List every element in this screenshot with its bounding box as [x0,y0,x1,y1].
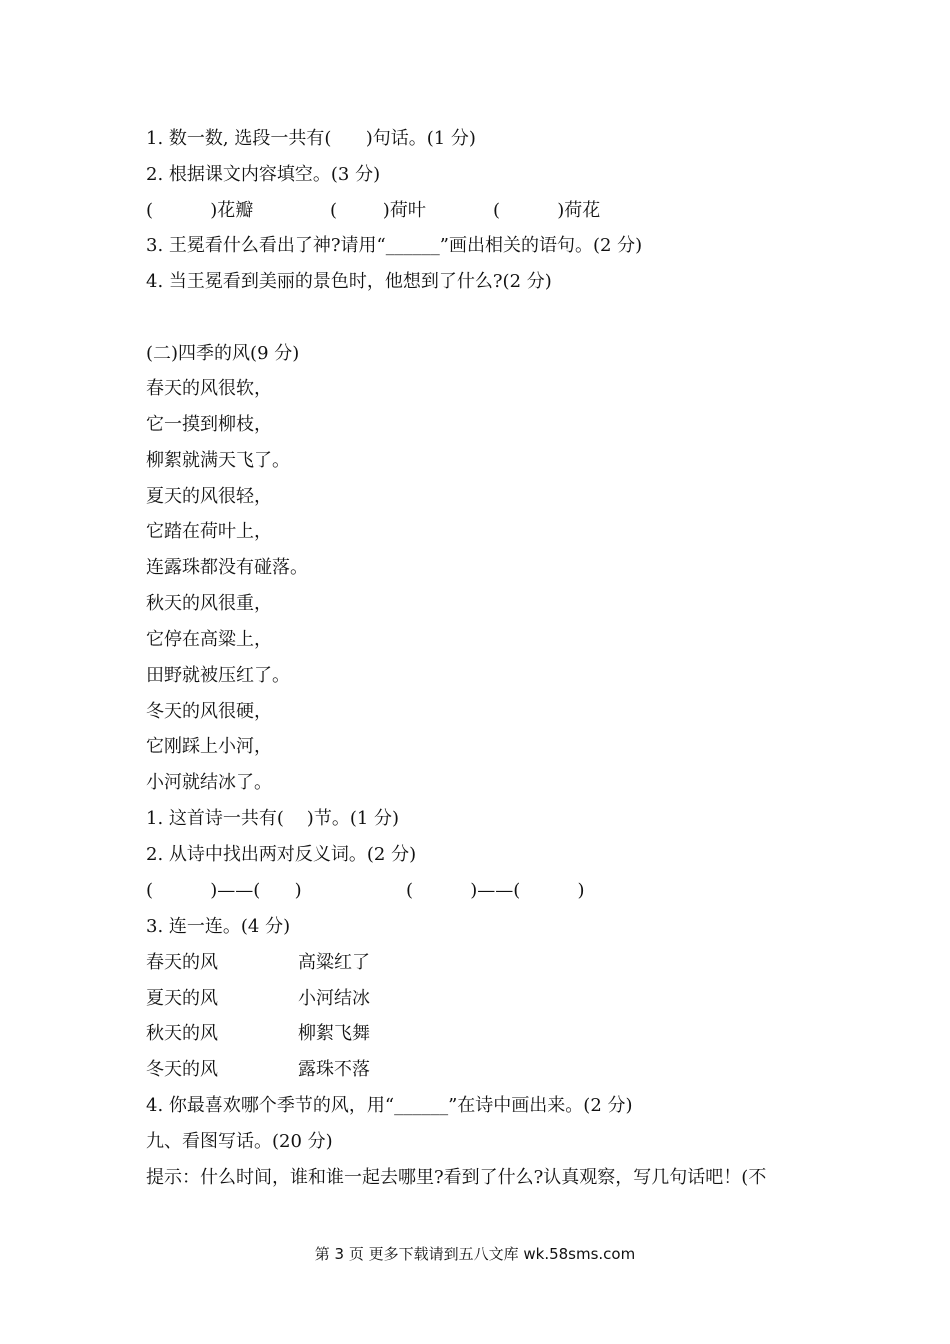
poem-line: 它刚踩上小河， [146,736,272,757]
poem-section-heading: (二)四季的风(9 分) [146,343,300,364]
question-3-underline: 3. 王冕看什么看出了神?请用“______”画出相关的语句。(2 分) [146,235,643,256]
page-footer: 第 3 页 更多下载请到五八文库 wk.58sms.com [314,1245,636,1263]
poem-question-1: 1. 这首诗一共有( )节。(1 分) [146,808,400,829]
antonym-pair-1: ( )——( ) [146,880,302,901]
blank-lotus-flower: ( )荷花 [493,200,601,221]
picture-writing-heading: 九、看图写话。(20 分) [146,1131,333,1152]
blank-lotus-leaf: ( )荷叶 [330,200,426,221]
poem-question-2: 2. 从诗中找出两对反义词。(2 分) [146,844,417,865]
question-4-thoughts: 4. 当王冕看到美丽的景色时，他想到了什么?(2 分) [146,271,552,292]
match-left-item: 夏天的风 [146,988,218,1009]
poem-line: 小河就结冰了。 [146,772,272,793]
poem-question-4: 4. 你最喜欢哪个季节的风，用“______”在诗中画出来。(2 分) [146,1095,633,1116]
blank-petals: ( )花瓣 [146,200,254,221]
poem-line: 冬天的风很硬， [146,701,272,722]
question-1-sentence-count: 1. 数一数, 选段一共有( )句话。(1 分) [146,128,476,149]
poem-line: 它停在高粱上， [146,629,272,650]
match-right-item: 高粱红了 [298,952,370,973]
match-left-item: 冬天的风 [146,1059,218,1080]
poem-line: 秋天的风很重， [146,593,272,614]
poem-line: 田野就被压红了。 [146,665,290,686]
question-2-fill-blanks: 2. 根据课文内容填空。(3 分) [146,164,381,185]
match-right-item: 柳絮飞舞 [298,1023,370,1044]
picture-writing-hint: 提示：什么时间，谁和谁一起去哪里?看到了什么?认真观察，写几句话吧！(不 [146,1167,767,1188]
poem-line: 连露珠都没有碰落。 [146,557,308,578]
poem-question-3-matching: 3. 连一连。(4 分) [146,916,291,937]
match-left-item: 春天的风 [146,952,218,973]
poem-line: 春天的风很软， [146,378,272,399]
poem-line: 它一摸到柳枝， [146,414,272,435]
poem-line: 它踏在荷叶上， [146,521,272,542]
antonym-pair-2: ( )——( ) [406,880,585,901]
poem-line: 夏天的风很轻， [146,486,272,507]
match-right-item: 露珠不落 [298,1059,370,1080]
poem-line: 柳絮就满天飞了。 [146,450,290,471]
match-right-item: 小河结冰 [298,988,370,1009]
match-left-item: 秋天的风 [146,1023,218,1044]
